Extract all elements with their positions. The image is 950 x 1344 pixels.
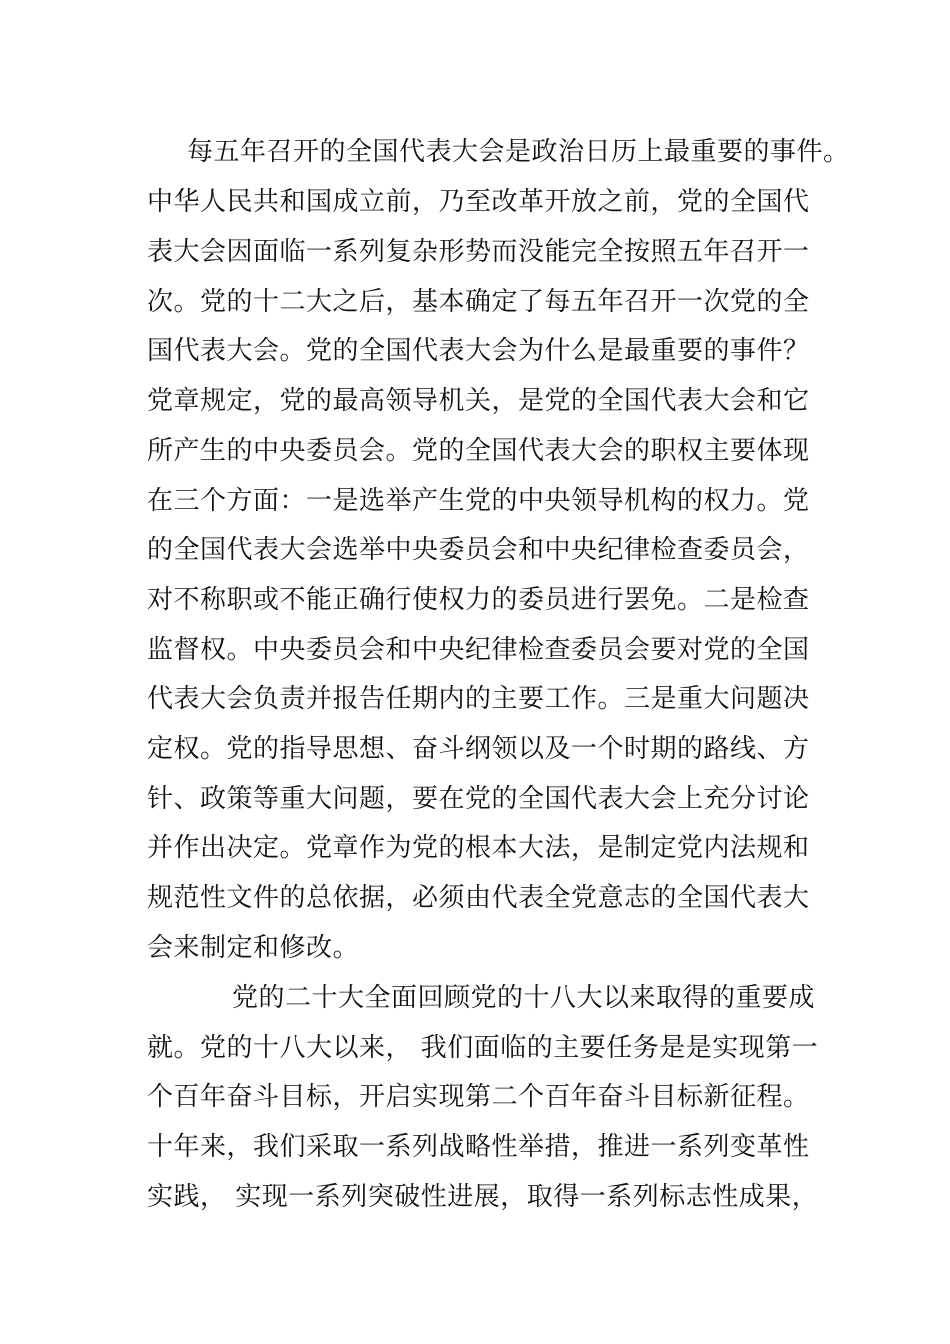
text-line: 的全国代表大会选举中央委员会和中央纪律检查委员会， [147, 535, 810, 565]
text-line: 在三个方面：一是选举产生党的中央领导机构的权力。党 [147, 486, 810, 516]
text-line: 党章规定，党的最高领导机关，是党的全国代表大会和它 [147, 386, 810, 416]
text-line: 规范性文件的总依据，必须由代表全党意志的全国代表大 [147, 883, 810, 913]
text-line: 所产生的中央委员会。党的全国代表大会的职权主要体现 [147, 436, 810, 466]
text-line: 就。党的十八大以来， 我们面临的主要任务是是实现第一 [147, 1033, 819, 1063]
text-line: 十年来，我们采取一系列战略性举措，推进一系列变革性 [147, 1132, 810, 1162]
text-line: 会来制定和修改。 [147, 933, 360, 963]
text-line: 定权。党的指导思想、奋斗纲领以及一个时期的路线、方 [147, 734, 810, 764]
text-line: 党的二十大全面回顾党的十八大以来取得的重要成 [232, 983, 816, 1013]
text-line: 个百年奋斗目标，开启实现第二个百年奋斗目标新征程。 [147, 1082, 810, 1112]
text-line: 针、政策等重大问题，要在党的全国代表大会上充分讨论 [147, 784, 810, 814]
text-line: 次。党的十二大之后，基本确定了每五年召开一次党的全 [147, 287, 810, 317]
text-line: 监督权。中央委员会和中央纪律检查委员会要对党的全国 [147, 635, 810, 665]
text-line: 国代表大会。党的全国代表大会为什么是最重要的事件？ [147, 336, 810, 366]
text-line: 表大会因面临一系列复杂形势而没能完全按照五年召开一 [147, 237, 810, 267]
text-line: 并作出决定。党章作为党的根本大法，是制定党内法规和 [147, 833, 810, 863]
text-line: 中华人民共和国成立前，乃至改革开放之前，党的全国代 [147, 187, 810, 217]
text-line: 每五年召开的全国代表大会是政治日历上最重要的事件。 [187, 137, 850, 167]
text-line: 对不称职或不能正确行使权力的委员进行罢免。二是检查 [147, 585, 810, 615]
text-line: 实践， 实现一系列突破性进展，取得一系列标志性成果， [147, 1182, 819, 1212]
text-line: 代表大会负责并报告任期内的主要工作。三是重大问题决 [147, 684, 810, 714]
